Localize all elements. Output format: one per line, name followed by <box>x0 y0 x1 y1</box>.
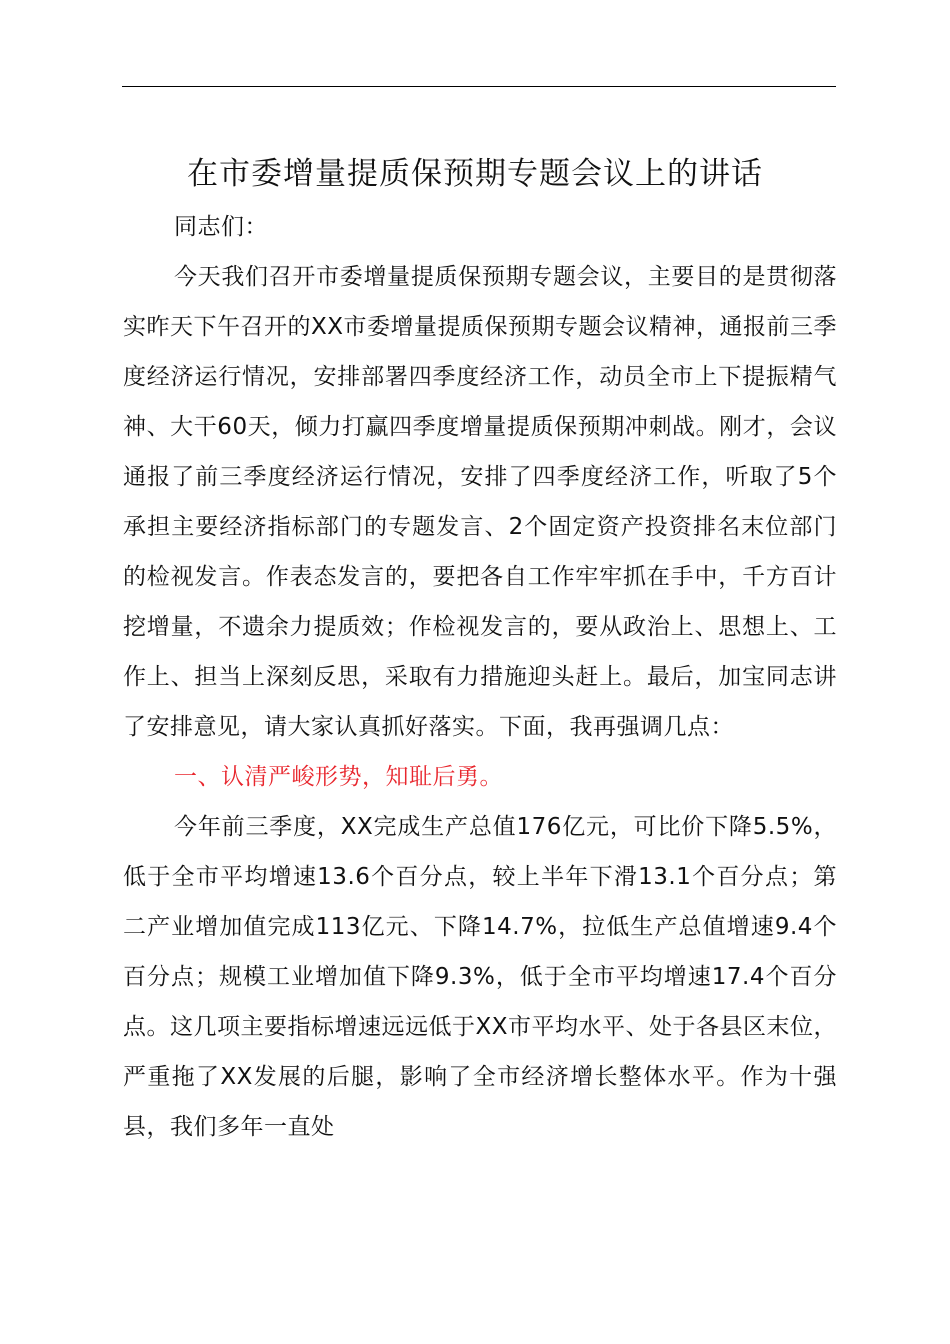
section-1-paragraph: 今年前三季度，XX完成生产总值176亿元，可比价下降5.5%，低于全市平均增速13.6个百分点，较上半年下滑13.1个百分点；第二产业增加值完成113亿元、下降14.7%，拉低生产总值增速9.4个百分点；规模工业增加值下降9.3%，低于全市平均增速17.4个百分点。这几项主要指标增速远远低于XX市平均水平、处于各县区末位，严重拖了XX发展的后腿，影响了全市经济增长整体水平。作为十强县，我们多年一直处 <box>123 814 838 1140</box>
document-body <box>123 202 837 1152</box>
intro-paragraph: 今天我们召开市委增量提质保预期专题会议，主要目的是贯彻落实昨天下午召开的XX市委增量提质保预期专题会议精神，通报前三季度经济运行情况，安排部署四季度经济工作，动员全市上下提振精气神、大干60天，倾力打赢四季度增量提质保预期冲刺战。刚才，会议通报了前三季度经济运行情况，安排了四季度经济工作，听取了5个承担主要经济指标部门的专题发言、2个固定资产投资排名末位部门的检视发言。作表态发言的，要把各自工作牢牢抓在手中，千方百计挖增量，不遗余力提质效；作检视发言的，要从政治上、思想上、工作上、担当上深刻反思，采取有力措施迎头赶上。最后，加宝同志讲了安排意见，请大家认真抓好落实。下面，我再强调几点： <box>123 264 838 740</box>
salutation: 同志们： <box>174 214 268 240</box>
header-rule <box>122 86 836 87</box>
section-heading-1: 一、认清严峻形势，知耻后勇。 <box>174 764 503 790</box>
document-title: 在市委增量提质保预期专题会议上的讲话 <box>187 156 763 192</box>
